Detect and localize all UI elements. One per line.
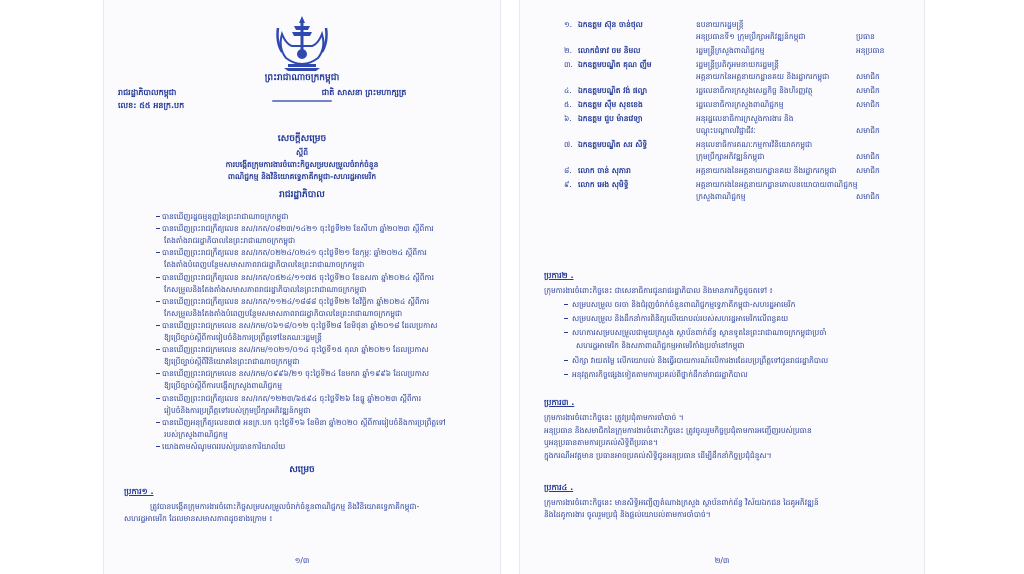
member-name: ឯកឧត្តម ជួប ម៉ានវេទ្យា [578,114,643,123]
article-2-item: សម្របសម្រួល ចរចា និងជំរុញចំរាក់ចំនួនពាណិជ្ជកម្មទ្វេភាគីកម្ពុជា-សហរដ្ឋអាមេរិក [572,300,796,309]
preamble-line: តែងតាំងបំពេញបន្ថែមសមាសភាពរាជរដ្ឋាភិបាលនៃព្រះរាជាណាចក្រកម្ពុជា [164,260,365,270]
member-number: ៣. [564,60,573,69]
document-type: សេចក្តីសម្រេច [277,134,327,144]
bullet-dash [156,325,160,326]
member-role: ឧបនាយករដ្ឋមន្ត្រី [696,20,744,29]
decides-heading: សម្រេច [289,465,315,475]
article-3-line-3: ឬអនុប្រធានតាមការប្រគល់សិទ្ធិពីប្រធាន។ [544,438,659,447]
bullet-dash [156,277,160,278]
member-number: ១. [564,20,573,29]
member-position: ប្រធាន [856,32,875,41]
member-name: ឯកឧត្តមបណ្ឌិត គុណ ញឹម [578,60,652,69]
member-role: រដ្ឋលេខាធិការក្រសួងសេដ្ឋកិច្ច និងហិរញ្ញវត្ថុ [696,86,813,95]
member-name: ឯកឧត្តម ស៊ឹម សុខខេង [578,100,643,109]
member-number: ៨. [564,166,572,175]
preamble-line: កែសម្រួលនិងតែងតាំងសមាសភាពរាជរដ្ឋាភិបាលនៃព្រះរាជាណាចក្រកម្ពុជា [164,284,367,294]
reference-number: លេខ: ៥៥ អនក្រ.បក [118,101,185,110]
preamble-line: របស់ក្រសួងពាណិជ្ជកម្ម [164,429,228,439]
member-position: សមាជិក [856,166,880,175]
on-label: ស្តីពី [296,148,308,157]
article-3-line-1: ក្រុមការងារចំពោះកិច្ចនេះ ត្រូវប្រជុំតាមការចាំបាច់ ។ [544,413,684,422]
bullet-dash [564,318,568,319]
subject-line-1: ការបង្កើតក្រុមការងារចំពោះកិច្ចសម្របសម្រួលចំរាក់ចំនួន [225,160,379,169]
article-2-intro: ក្រុមការងារចំពោះកិច្ចនេះ ជាសេនាធិការជូនរាជរដ្ឋាភិបាល និងមានភារកិច្ចដូចតទៅ ៖ [544,286,773,295]
member-number: ៦. [564,114,572,123]
bullet-dash [156,216,160,217]
preamble-line: បានឃើញព្រះរាជក្រឹត្យលេខ នស/រកត/១១២៤/១៨៨៨ ចុះថ្ងៃទី២២ ខែវិច្ឆិកា ឆ្នាំ២០២៤ ស្តីពីការ [162,296,430,306]
member-role: អគ្គនាយករងនៃអគ្គនាយកដ្ឋានគោលនយោបាយពាណិជ្ជកម្ម [696,180,858,189]
bullet-dash [564,374,568,375]
document-page-1 [104,0,500,574]
member-number: ៤. [564,86,572,95]
member-position: សមាជិក [856,152,880,161]
member-name: លោកជំទាវ ចម និមល [578,46,641,55]
subject-line-2: ពាណិជ្ជកម្ម និងវិនិយោគទ្វេភាគីកម្ពុជា-សហរដ្ឋអាមេរិក [227,172,377,181]
article-2-label: ប្រការ២ . [544,271,574,280]
issuer: រាជរដ្ឋាភិបាល [279,190,325,200]
member-role: រដ្ឋលេខាធិការក្រសួងពាណិជ្ជកម្ម [696,100,784,109]
ornament-divider [272,100,332,102]
bullet-dash [156,373,160,374]
article-2-item: សិក្សា វាយតម្លៃ លើកយោបល់ និងធ្វើរបាយការណ៍លើការងារដែលប្រព្រឹត្តទៅជូនរាជរដ្ឋាភិបាល [572,356,829,365]
kingdom-title: ព្រះរាជាណាចក្រកម្ពុជា [264,73,340,83]
bullet-dash [564,360,568,361]
preamble-line: បានឃើញព្រះរាជក្រឹត្យលេខ នស/រកត/១២២៣/៦៥៩៤ ចុះថ្ងៃទី២៦ ខែធ្នូ ឆ្នាំ២០២៣ ស្តីពីការ [162,393,422,403]
government-name: រាជរដ្ឋាភិបាលកម្ពុជា [118,88,177,97]
article-1-label: ប្រការ១ . [124,487,154,496]
member-role: អនុរដ្ឋលេខាធិការក្រសួងការងារ និង [696,114,794,123]
member-number: ៥. [564,100,572,109]
article-4-line-2: និងដៃគូការងារ ចូលរួមប្រជុំ និងផ្តល់យោបល់តាមការចាំបាច់។ [544,510,711,519]
preamble-line: បានឃើញព្រះរាជក្រមលេខ នស/រកម/០៩៩៦/២១ ចុះថ្ងៃទី២៤ ខែមករា ឆ្នាំ១៩៩៦ ដែលប្រកាស [162,369,429,379]
article-3-line-2: អនុប្រធាន និងសមាជិកនៃក្រុមការងារចំពោះកិច្ចនេះ ត្រូវចូលរួមកិច្ចប្រជុំតាមការអញ្ជើញរបស់ប្រធាន [544,426,812,435]
member-role-line-2: ក្រុមប្រឹក្សាអភិវឌ្ឍន៍កម្ពុជា [696,152,765,161]
article-1-line-2: សហរដ្ឋអាមេរិក ដែលមានសមាសភាពដូចខាងក្រោម ៖ [124,514,273,523]
member-number: ២. [564,46,573,55]
preamble-line: បានឃើញរដ្ឋធម្មនុញ្ញនៃព្រះរាជាណាចក្រកម្ពុជា [162,212,289,221]
member-name: ឯកឧត្តមបណ្ឌិត សរ សិទ្ធិ [578,140,648,149]
bullet-dash [156,349,160,350]
bullet-dash [156,446,160,447]
member-number: ៩. [564,180,572,189]
bullet-dash [156,228,160,229]
member-role: អគ្គនាយករងនៃអគ្គនាយកដ្ឋានគយ និងរដ្ឋាករកម្ពុជា [696,166,837,175]
bullet-dash [156,252,160,253]
preamble-line: បានឃើញព្រះរាជក្រមលេខ នស/រកម/០៦១៨/០១២ ចុះថ្ងៃទី២៨ ខែមិថុនា ឆ្នាំ២០១៨ ដែលប្រកាស [162,320,438,330]
preamble-line: បានឃើញអនុក្រឹត្យលេខ៣៧ អនក្រ.បក ចុះថ្ងៃទី១៦ ខែមិនា ឆ្នាំ២០២០ ស្តីពីការរៀបចំនិងការប្រព្រឹត្តទៅ [162,417,446,427]
royal-coat-of-arms-icon [272,14,332,72]
member-position: អនុប្រធាន [856,46,885,55]
preamble-line: ឱ្យប្រើច្បាប់ស្តីពីការរៀបចំនិងការប្រព្រឹត្តទៅនៃគណៈរដ្ឋមន្ត្រី [164,333,322,342]
article-2-item: សហការសម្របសម្រួលជាមួយក្រសួង ស្ថាប័នពាក់ព័ន្ធ ស្ថានទូតនៃព្រះរាជាណាចក្រកម្ពុជាប្រចាំ [572,328,827,337]
preamble-line: រៀបចំនិងការប្រព្រឹត្តទៅរបស់ក្រុមប្រឹក្សាអភិវឌ្ឍន៍កម្ពុជា [164,405,311,415]
member-role-line-2: អនុប្រធានទី១ ក្រុមប្រឹក្សាអភិវឌ្ឍន៍កម្ពុជា [696,32,806,41]
page-number-2: ២/៣ [714,556,730,565]
page-number-1: ១/៣ [294,556,310,565]
bullet-dash [564,304,568,305]
preamble-line: បានឃើញព្រះរាជក្រឹត្យលេខ នស/រកត/០៨២៣/១៤២១ ចុះថ្ងៃទី២២ ខែសីហា ឆ្នាំ២០២៣ ស្តីពីការ [162,224,434,234]
bullet-dash [156,422,160,423]
article-4-line-1: ក្រុមការងារចំពោះកិច្ចនេះ មានសិទ្ធិអញ្ជើញតំណាងក្រសួង ស្ថាប័នពាក់ព័ន្ធ វិស័យឯកជន ដៃគូអភិវឌ្ឍន៍ [544,498,819,507]
member-role: រដ្ឋមន្ត្រីប្រតិភូអមនាយករដ្ឋមន្ត្រី [696,60,779,69]
article-3-line-4: ក្នុងករណីអវត្តមាន ប្រធានអាចប្រគល់សិទ្ធិជូនអនុប្រធាន ដើម្បីដឹកនាំកិច្ចប្រជុំជំនួស។ [544,451,772,460]
motto: ជាតិ សាសនា ព្រះមហាក្សត្រ [321,88,407,97]
preamble-line: កែសម្រួលនិងតែងតាំងបំពេញបន្ថែមសមាសភាពរាជរដ្ឋាភិបាលនៃព្រះរាជាណាចក្រកម្ពុជា [164,308,403,318]
member-role-line-2: បណ្តុះបណ្តាលវិជ្ជាជីវៈ [696,126,756,135]
article-3-label: ប្រការ៣ . [544,398,575,407]
member-name: លោក អេង សុមិទ្ធិ [578,180,629,189]
article-2-item: សហរដ្ឋអាមេរិក និងសភាពាណិជ្ជកម្មអាមេរិកាំងប្រចាំនៅកម្ពុជា [576,341,745,350]
member-role: រដ្ឋមន្ត្រីក្រសួងពាណិជ្ជកម្ម [696,46,765,55]
article-1-line-1: ត្រូវបានបង្កើតក្រុមការងារចំពោះកិច្ចសម្របសម្រួលចំរាក់ចំនួនពាណិជ្ជកម្ម និងវិនិយោគទ្វេភាគីកម្ពុជា- [150,502,420,511]
preamble-line: យោងតាមសំណូមពររបស់ប្រធានការិយាល័យ [162,441,286,451]
article-4-label: ប្រការ៤ . [544,483,574,492]
preamble-line: ឱ្យប្រើច្បាប់ស្តីពីវិនិយោគនៃព្រះរាជាណាចក្រកម្ពុជា [164,357,300,367]
member-number: ៧. [564,140,573,149]
member-name: ឯកឧត្តម ស៊ុន ចាន់ថុល [578,20,643,29]
member-role: អនុលេខាធិការគណៈកម្មការវិនិយោគកម្ពុជា [696,140,813,149]
preamble-line: តែងតាំងរាជរដ្ឋាភិបាលនៃព្រះរាជាណាចក្រកម្ពុជា [164,236,296,246]
member-position: សមាជិក [856,192,880,201]
member-position: សមាជិក [856,100,880,109]
preamble-line: បានឃើញព្រះរាជក្រមលេខ នស/រកម/១០២១/០១៤ ចុះថ្ងៃទី១៥ តុលា ឆ្នាំ២០២១ ដែលប្រកាស [162,345,429,355]
bullet-dash [564,332,568,333]
member-name: លោក ចាន់ សុភារា [578,166,631,175]
member-position: សមាជិក [856,126,880,135]
member-position: សមាជិក [856,72,880,81]
member-role-line-2: អគ្គនាយកនៃអគ្គនាយកដ្ឋានគយ និងរដ្ឋាករកម្ពុជា [696,72,830,81]
document-page-2 [520,0,924,574]
member-position: សមាជិក [856,86,880,95]
article-2-item: អនុវត្តភារកិច្ចផ្សេងទៀតតាមការប្រគល់ពីថ្នាក់ដឹកនាំរាជរដ្ឋាភិបាល [572,370,748,379]
member-role-line-2: ក្រសួងពាណិជ្ជកម្ម [696,192,746,201]
article-2-item: សម្របសម្រួល និងដឹកនាំការពិនិត្យលើយោបល់របស់សហរដ្ឋអាមេរិកលើពន្ធគយ [572,314,789,323]
member-name: ឯកឧត្តមបណ្ឌិត វង់ ផល្លា [578,86,648,95]
preamble-line: បានឃើញព្រះរាជក្រឹត្យលេខ នស/រកត/០៥២៤/១១៧៥ ចុះថ្ងៃទី២០ ខែឧសភា ឆ្នាំ២០២៤ ស្តីពីការ [162,272,435,282]
preamble-line: បានឃើញព្រះរាជក្រឹត្យលេខ នស/រកត/០២២៤/០២៤១ ចុះថ្ងៃទី២១ ខែកុម្ភៈ ឆ្នាំ២០២៤ ស្តីពីការ [162,248,427,258]
bullet-dash [156,398,160,399]
preamble-line: ឱ្យប្រើច្បាប់ស្តីពីការបង្កើតក្រសួងពាណិជ្ជកម្ម [164,381,282,391]
bullet-dash [156,301,160,302]
